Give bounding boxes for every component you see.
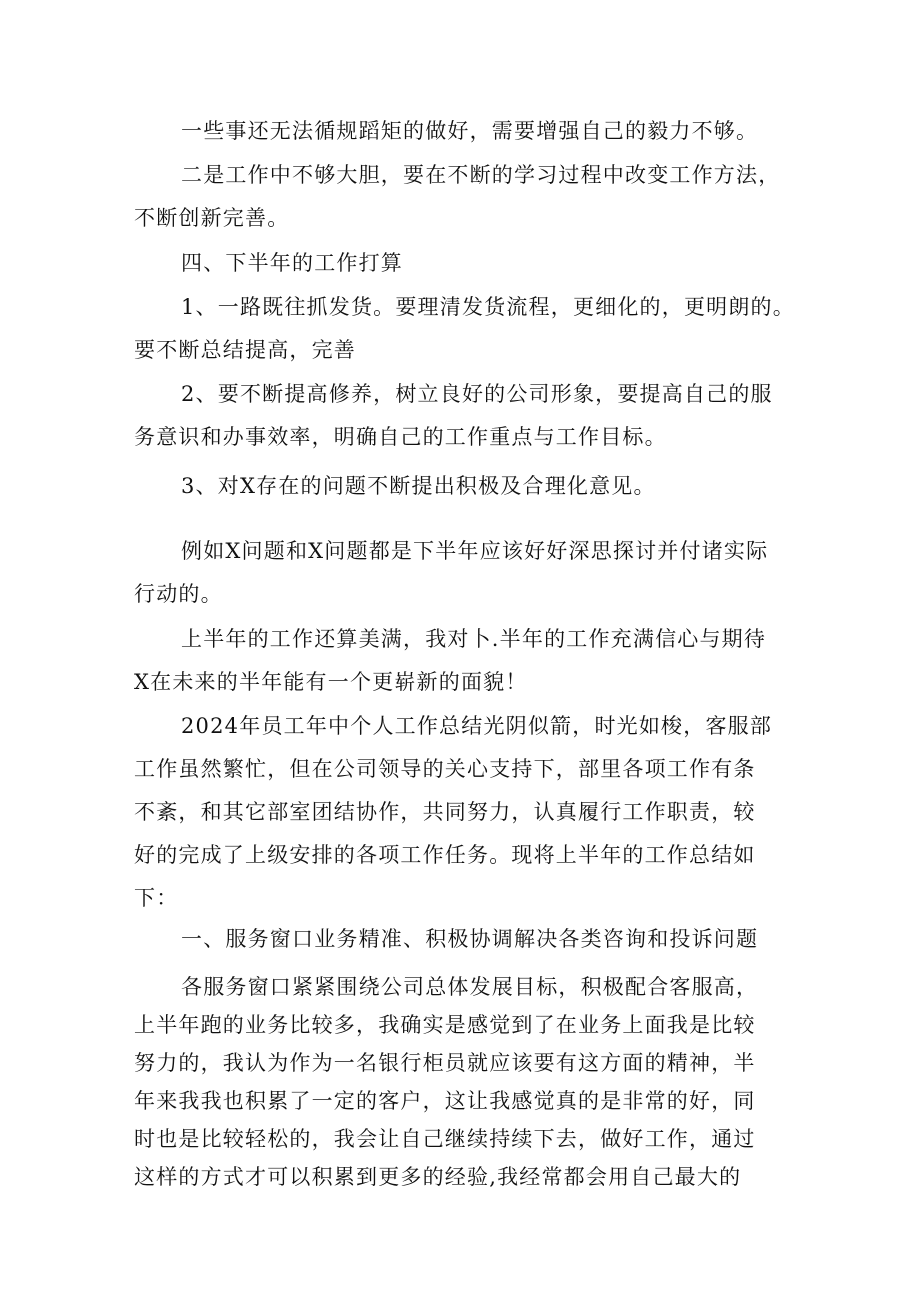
text-line: 这样的方式才可以积累到更多的经验,我经常都会用自己最大的: [134, 1165, 742, 1189]
text-line: 行动的。: [134, 582, 223, 606]
text-line: 下：: [134, 886, 179, 910]
paragraph-summary-intro: [134, 705, 794, 920]
paragraph-item-2: [134, 373, 794, 459]
text-line: 工作虽然繁忙，但在公司领导的关心支持下，部里各项工作有条: [134, 757, 756, 781]
text-line: 上半年跑的业务比较多，我确实是感觉到了在业务上面我是比较: [134, 1013, 756, 1037]
text-line: 务意识和办事效率，明确自己的工作重点与工作目标。: [134, 425, 667, 449]
text-line: 2、要不断提高修养，树立良好的公司形象，要提高自己的服: [181, 382, 773, 406]
text-line: 好的完成了上级安排的各项工作任务。现将上半年的工作总结如: [134, 843, 756, 867]
paragraph-service-window: [134, 968, 794, 1196]
text-line: 四、下半年的工作打算: [181, 251, 403, 275]
text-line: 例如X问题和X问题都是下半年应该好好深思探讨并付诸实际: [181, 539, 769, 563]
text-line: 不紊，和其它部室团结协作，共同努力，认真履行工作职责，较: [134, 800, 756, 824]
paragraph-example: [134, 530, 794, 616]
text-line: 3、对X存在的问题不断提出积极及合理化意见。: [181, 474, 656, 498]
text-line: 一、服务窗口业务精准、积极协调解决各类咨询和投诉问题: [181, 927, 759, 951]
paragraph-item-1: [134, 286, 794, 372]
paragraph-outlook: [134, 618, 794, 704]
section-heading-4: [134, 242, 794, 285]
text-line: 二是工作中不够大胆，要在不断的学习过程中改变工作方法，: [181, 163, 781, 187]
paragraph-1: [134, 110, 794, 153]
section-heading-1: [134, 918, 794, 961]
text-line: 1、一路既往抓发货。要理清发货流程，更细化的，更明朗的。: [181, 295, 795, 319]
text-line: 努力的，我认为作为一名银行柜员就应该要有这方面的精神，半: [134, 1051, 756, 1075]
paragraph-item-3: [134, 465, 794, 508]
text-line: 上半年的工作还算美满，我对卜.半年的工作充满信心与期待: [181, 627, 767, 651]
text-line: 要不断总结提高，完善: [134, 338, 356, 362]
text-line: X在未来的半年能有一个更崭新的面貌！: [134, 670, 528, 694]
text-line: 各服务窗口紧紧围绕公司总体发展目标，积极配合客服高，: [181, 975, 759, 999]
paragraph-2: [134, 154, 794, 240]
text-line: 年来我我也积累了一定的客户，这让我感觉真的是非常的好，同: [134, 1089, 756, 1113]
text-line: 不断创新完善。: [134, 206, 290, 230]
text-line: 2024年员工年中个人工作总结光阴似箭，时光如梭，客服部: [181, 714, 773, 738]
text-line: 一些事还无法循规蹈矩的做好，需要增强自己的毅力不够。: [181, 119, 759, 143]
text-line: 时也是比较轻松的，我会让自己继续持续下去，做好工作，通过: [134, 1127, 756, 1151]
